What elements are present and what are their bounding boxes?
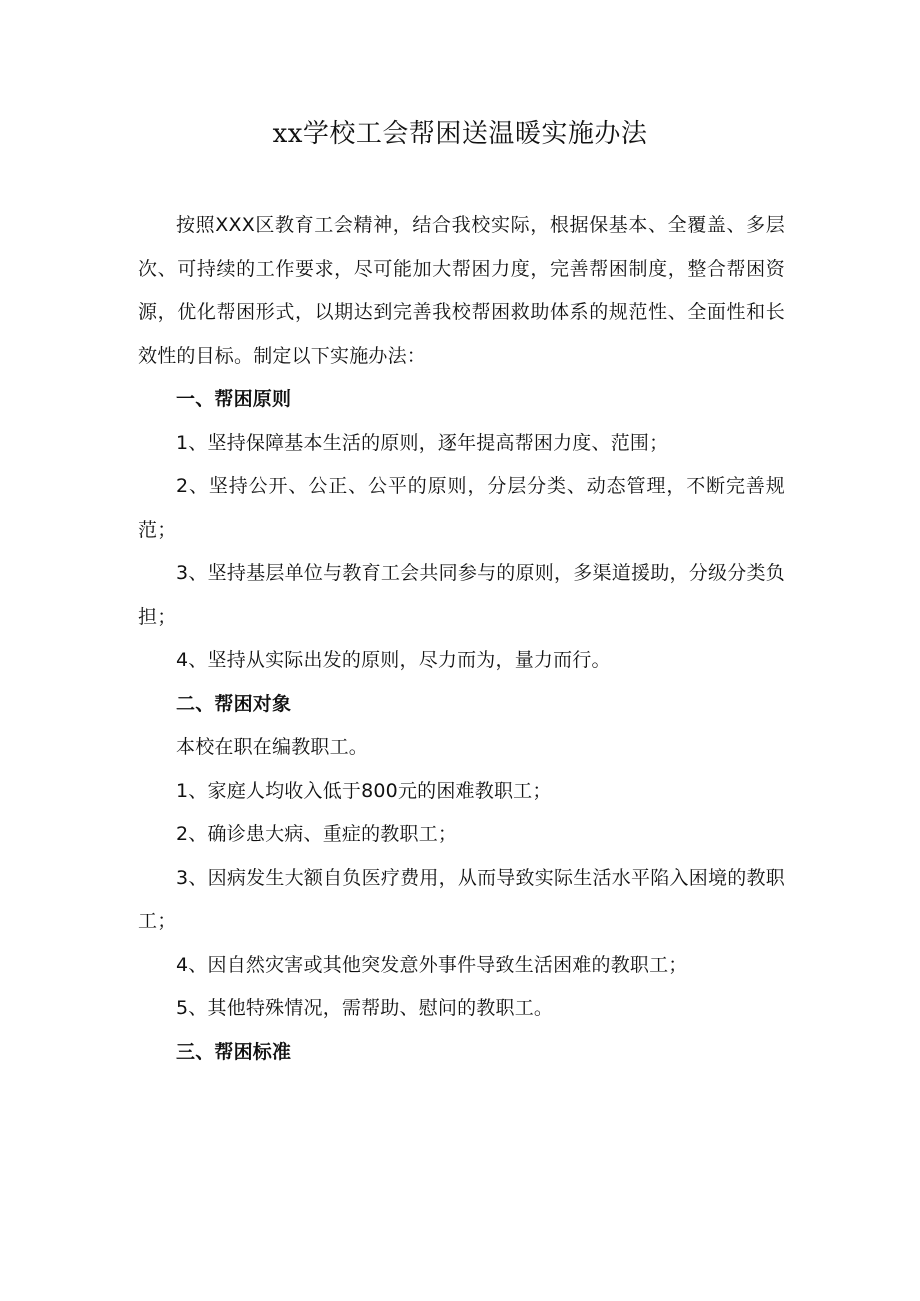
section-heading-standards: 三、帮困标准 [176, 1040, 292, 1063]
principle-item: 3、坚持基层单位与教育工会共同参与的原则，多渠道援助，分级分类负担； [138, 562, 785, 628]
target-item: 4、因自然灾害或其他突发意外事件导致生活困难的教职工； [176, 953, 688, 976]
intro-paragraph: 按照XXX区教育工会精神，结合我校实际，根据保基本、全覆盖、多层次、可持续的工作要求，尽可能加大帮困力度，完善帮困制度，整合帮困资源，优化帮困形式，以期达到完善我校帮困救助体系的规范性、全面性和长效性的目标。制定以下实施办法： [138, 214, 785, 367]
principle-item: 4、坚持从实际出发的原则，尽力而为，量力而行。 [176, 649, 611, 671]
targets-lead: 本校在职在编教职工。 [176, 736, 369, 758]
document-title: xx学校工会帮困送温暖实施办法 [272, 119, 648, 149]
target-item: 2、确诊患大病、重症的教职工； [176, 823, 458, 845]
target-item: 5、其他特殊情况，需帮助、慰问的教职工。 [176, 997, 554, 1019]
target-item: 3、因病发生大额自负医疗费用，从而导致实际生活水平陷入困境的教职工； [138, 866, 785, 932]
document-body [138, 204, 785, 1074]
section-heading-principles: 一、帮困原则 [176, 388, 292, 410]
target-item: 1、家庭人均收入低于800元的困难教职工； [176, 779, 552, 802]
principle-item: 2、坚持公开、公正、公平的原则，分层分类、动态管理，不断完善规范； [138, 475, 785, 541]
section-heading-targets: 二、帮困对象 [176, 692, 292, 715]
principle-item: 1、坚持保障基本生活的原则，逐年提高帮困力度、范围； [176, 431, 669, 454]
